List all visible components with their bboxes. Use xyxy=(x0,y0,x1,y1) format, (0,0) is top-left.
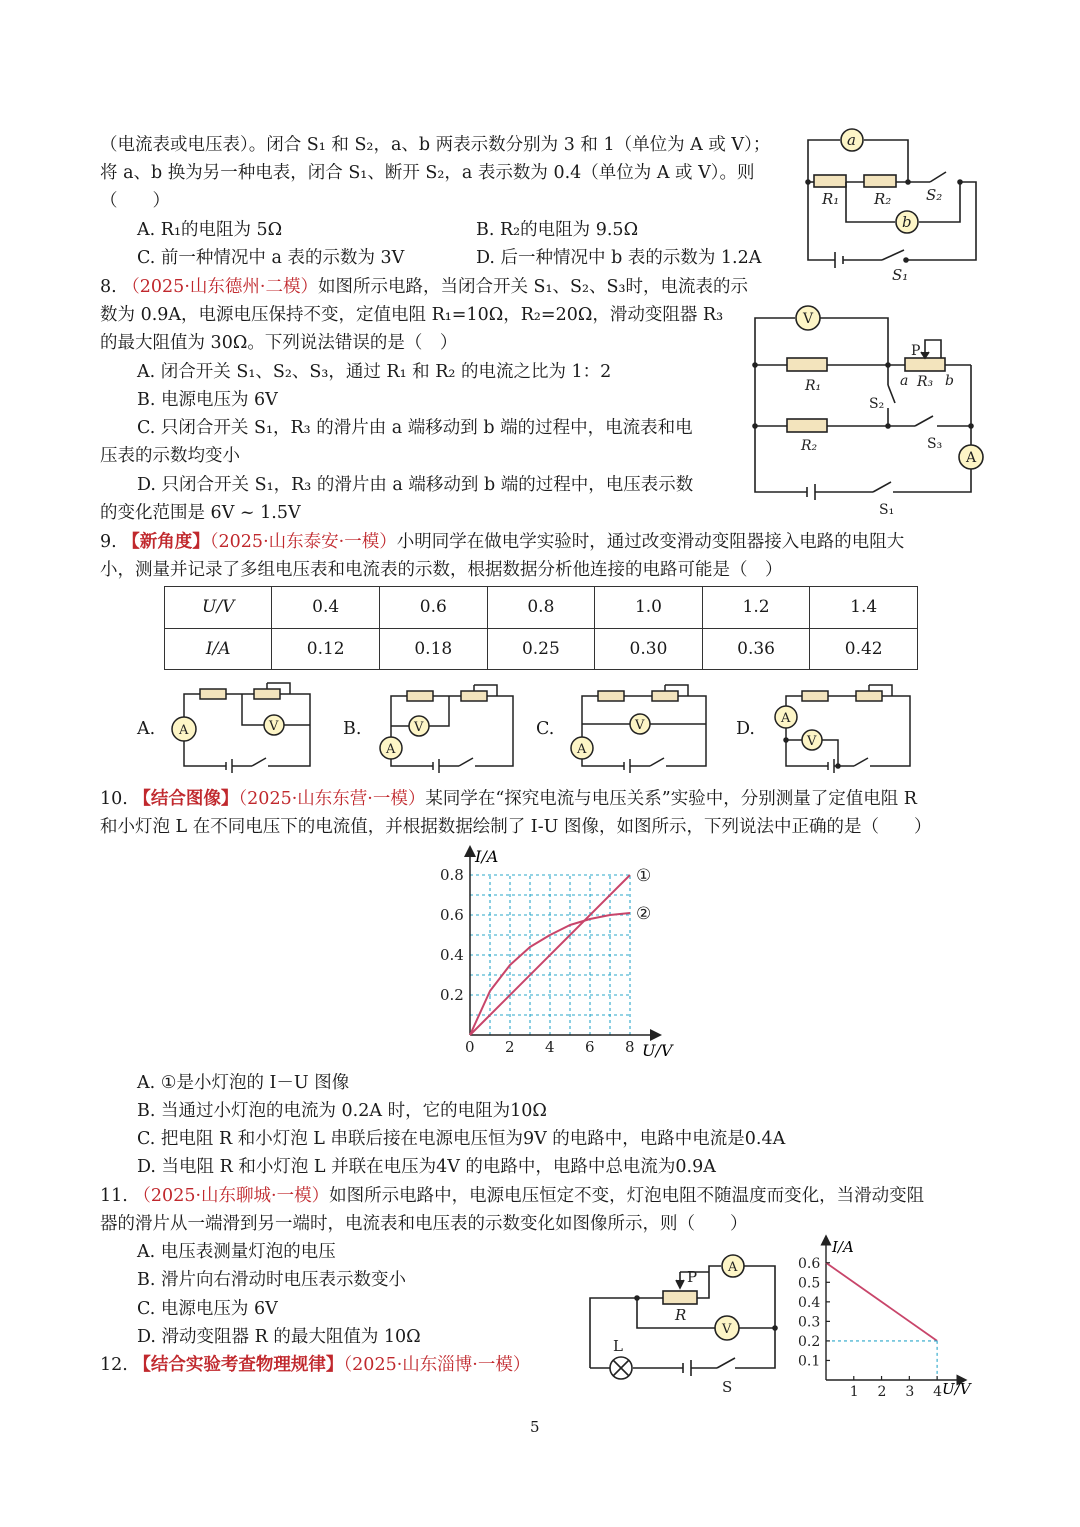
q11-r-label: R xyxy=(675,1306,687,1324)
q8-end-a-label: a xyxy=(900,373,909,389)
q8-line3: 的最大阻值为 30Ω。下列说法错误的是（ ） xyxy=(100,333,458,353)
q9-circuit-b xyxy=(375,676,525,776)
table-header-u: U/V xyxy=(165,587,272,629)
q10-source: （2025·山东东营·一模） xyxy=(238,789,426,809)
table-cell: 0.36 xyxy=(702,628,810,670)
q9d-voltmeter-label: V xyxy=(807,734,817,749)
q11-y-axis-label: I/A xyxy=(832,1238,854,1256)
q9-data-table xyxy=(164,586,918,670)
q12-line1 xyxy=(100,1353,530,1377)
q9d-ammeter-label: A xyxy=(781,711,791,726)
q7-circuit-diagram xyxy=(800,118,990,284)
q10-stem: 某同学在“探究电流与电压关系”实验中，分别测量了定值电阻 R xyxy=(425,789,917,809)
y-tick-label: 0.4 xyxy=(440,946,464,964)
x-tick-label: 3 xyxy=(905,1384,915,1400)
q9-option-c-label: C. xyxy=(536,719,555,739)
table-cell: 0.42 xyxy=(810,628,918,670)
q10-option-c: C. 把电阻 R 和小灯泡 L 串联后接在电源电压恒为9V 的电路中，电路中电流是0.4A xyxy=(137,1129,786,1149)
q8-ammeter-label: A xyxy=(966,450,977,466)
q9-number: 9. xyxy=(100,532,117,552)
q9-circuit-a xyxy=(168,676,318,776)
x-tick-label: 0 xyxy=(465,1038,475,1056)
q7-option-a: A. R₁的电阻为 5Ω xyxy=(137,220,283,240)
q11-line2: 器的滑片从一端滑到另一端时，电流表和电压表的示数变化如图像所示，则（ ） xyxy=(100,1214,748,1234)
q8-r1-label: R₁ xyxy=(805,378,822,394)
q11-option-b: B. 滑片向右滑动时电压表示数变小 xyxy=(137,1270,406,1290)
q11-voltmeter-label: V xyxy=(722,1322,732,1337)
q7-option-c: C. 前一种情况中 a 表的示数为 3V xyxy=(137,248,405,268)
y-tick-label: 0.4 xyxy=(798,1294,821,1311)
series-line xyxy=(826,1263,937,1341)
q7-s1-label: S₁ xyxy=(892,266,909,284)
q10-option-b: B. 当通过小灯泡的电流为 0.2A 时，它的电阻为10Ω xyxy=(137,1101,547,1121)
q8-number: 8. xyxy=(100,277,117,297)
q8-option-c-line1: C. 只闭合开关 S₁，R₃ 的滑片由 a 端移动到 b 端的过程中，电流表和电 xyxy=(137,418,693,438)
q8-source: （2025·山东德州·二模） xyxy=(122,277,318,297)
q9b-voltmeter-label: V xyxy=(414,720,424,735)
q7-line1: （电流表或电压表）。闭合 S₁ 和 S₂，a、b 两表示数分别为 3 和 1（单位为 A 或 V）； xyxy=(100,135,771,155)
q11-slider-p-label: P xyxy=(687,1268,698,1286)
q10-option-d: D. 当电阻 R 和小灯泡 L 并联在电压为4V 的电路中，电路中总电流为0.9A xyxy=(137,1157,716,1177)
q10-iu-chart xyxy=(430,845,680,1065)
q9a-voltmeter-label: V xyxy=(269,719,279,734)
q9-line1 xyxy=(100,530,904,554)
q9a-ammeter-label: A xyxy=(179,723,189,738)
q7-r2-label: R₂ xyxy=(874,190,892,208)
series-1-label: ① xyxy=(636,866,652,886)
q8-option-b: B. 电源电压为 6V xyxy=(137,390,278,410)
q7-line3: （ ） xyxy=(100,191,170,211)
q9-source: （2025·山东泰安·一模） xyxy=(209,532,397,552)
q11-circuit-diagram xyxy=(585,1250,785,1395)
table-cell: 1.0 xyxy=(595,587,703,629)
q9-option-a-label: A. xyxy=(137,719,156,739)
q10-option-a: A. ①是小灯泡的 I－U 图像 xyxy=(137,1073,350,1093)
q8-line2: 数为 0.9A，电源电压保持不变，定值电阻 R₁=10Ω，R₂=20Ω，滑动变阻器 R₃ xyxy=(100,305,724,325)
q7-s2-label: S₂ xyxy=(926,186,943,204)
table-cell: 0.18 xyxy=(380,628,488,670)
q11-line1 xyxy=(100,1184,924,1208)
q7-r1-label: R₁ xyxy=(822,190,840,208)
q12-number: 12. xyxy=(100,1355,128,1375)
q11-option-c: C. 电源电压为 6V xyxy=(137,1299,278,1319)
q8-slider-p-label: P xyxy=(911,343,921,359)
q11-stem: 如图所示电路中，电源电压恒定不变，灯泡电阻不随温度而变化，当滑动变阻 xyxy=(329,1186,925,1206)
q8-option-c-line2: 压表的示数均变小 xyxy=(100,446,240,466)
x-tick-label: 8 xyxy=(625,1038,635,1056)
q8-s2-label: S₂ xyxy=(869,396,885,412)
q7-option-d: D. 后一种情况中 b 表的示数为 1.2A xyxy=(476,248,762,268)
q8-r3-label: R₃ xyxy=(917,374,934,390)
q8-option-d-line2: 的变化范围是 6V ~ 1.5V xyxy=(100,503,301,523)
q8-option-d-line1: D. 只闭合开关 S₁，R₃ 的滑片由 a 端移动到 b 端的过程中，电压表示数 xyxy=(137,475,694,495)
q10-y-axis-label: I/A xyxy=(475,847,499,866)
q9-stem: 小明同学在做电学实验时，通过改变滑动变阻器接入电路的电阻大 xyxy=(396,532,905,552)
q9-circuit-c xyxy=(566,676,716,776)
q8-end-b-label: b xyxy=(945,373,954,389)
table-cell: 0.30 xyxy=(595,628,703,670)
q9b-ammeter-label: A xyxy=(386,742,396,757)
q11-ammeter-label: A xyxy=(728,1260,738,1275)
table-cell: 0.12 xyxy=(272,628,380,670)
q11-iu-chart xyxy=(790,1232,980,1407)
y-tick-label: 0.6 xyxy=(440,906,464,924)
q10-tag: 【结合图像】 xyxy=(133,789,239,809)
table-row xyxy=(165,587,918,629)
x-tick-label: 4 xyxy=(933,1384,943,1400)
table-cell: 0.8 xyxy=(487,587,595,629)
q8-circuit-diagram xyxy=(745,300,995,530)
q12-source: （2025·山东淄博·一模） xyxy=(343,1355,531,1375)
y-tick-label: 0.8 xyxy=(440,866,464,884)
y-tick-label: 0.1 xyxy=(798,1353,821,1370)
q8-r2-label: R₂ xyxy=(801,438,818,454)
q11-source: （2025·山东聊城·一模） xyxy=(133,1186,330,1206)
q7-option-b: B. R₂的电阻为 9.5Ω xyxy=(476,220,639,240)
q9-option-d-label: D. xyxy=(736,719,755,739)
q10-line2: 和小灯泡 L 在不同电压下的电流值，并根据数据绘制了 I-U 图像，如图所示，下列说法中正确的是（ ） xyxy=(100,817,932,837)
q8-line1 xyxy=(100,275,748,299)
table-row xyxy=(165,628,918,670)
q10-line1 xyxy=(100,787,917,811)
y-tick-label: 0.2 xyxy=(440,986,464,1004)
q7-meter-a-label: a xyxy=(847,131,856,149)
q8-voltmeter-label: V xyxy=(803,311,814,327)
x-tick-label: 4 xyxy=(545,1038,555,1056)
q9-circuit-d xyxy=(770,676,920,776)
q8-s1-label: S₁ xyxy=(879,502,895,518)
q9c-voltmeter-label: V xyxy=(635,718,645,733)
q10-x-axis-label: U/V xyxy=(642,1041,673,1060)
x-tick-label: 1 xyxy=(849,1384,859,1400)
table-cell: 0.25 xyxy=(487,628,595,670)
page-number: 5 xyxy=(530,1418,540,1436)
q9-line2: 小，测量并记录了多组电压表和电流表的示数，根据数据分析他连接的电路可能是（ ） xyxy=(100,560,783,580)
y-tick-label: 0.5 xyxy=(798,1275,821,1292)
y-tick-label: 0.3 xyxy=(798,1314,821,1331)
series-2-label: ② xyxy=(636,904,652,924)
q11-number: 11. xyxy=(100,1186,128,1206)
q9-option-b-label: B. xyxy=(343,719,362,739)
q12-tag: 【结合实验考查物理规律】 xyxy=(133,1355,344,1375)
q11-switch-label: S xyxy=(722,1378,733,1396)
x-tick-label: 6 xyxy=(585,1038,595,1056)
x-tick-label: 2 xyxy=(877,1384,887,1400)
q9-tag: 【新角度】 xyxy=(122,532,210,552)
q11-option-d: D. 滑动变阻器 R 的最大阻值为 10Ω xyxy=(137,1327,421,1347)
q8-stem: 如图所示电路，当闭合开关 S₁、S₂、S₃时，电流表的示 xyxy=(317,277,749,297)
table-cell: 0.6 xyxy=(380,587,488,629)
q10-number: 10. xyxy=(100,789,128,809)
x-tick-label: 2 xyxy=(505,1038,515,1056)
q9c-ammeter-label: A xyxy=(577,742,587,757)
table-cell: 1.2 xyxy=(702,587,810,629)
q11-x-axis-label: U/V xyxy=(942,1380,971,1398)
q11-lamp-label: L xyxy=(613,1337,623,1355)
table-cell: 0.4 xyxy=(272,587,380,629)
q8-s3-label: S₃ xyxy=(927,436,943,452)
q7-line2: 将 a、b 换为另一种电表，闭合 S₁、断开 S₂，a 表示数为 0.4（单位为 A 或 V）。则 xyxy=(100,163,755,183)
q7-meter-b-label: b xyxy=(902,213,912,231)
y-tick-label: 0.6 xyxy=(798,1255,821,1272)
y-tick-label: 0.2 xyxy=(798,1333,821,1350)
q11-option-a: A. 电压表测量灯泡的电压 xyxy=(137,1242,336,1262)
q8-option-a: A. 闭合开关 S₁、S₂、S₃，通过 R₁ 和 R₂ 的电流之比为 1：2 xyxy=(137,362,612,382)
table-cell: 1.4 xyxy=(810,587,918,629)
table-header-i: I/A xyxy=(165,628,272,670)
